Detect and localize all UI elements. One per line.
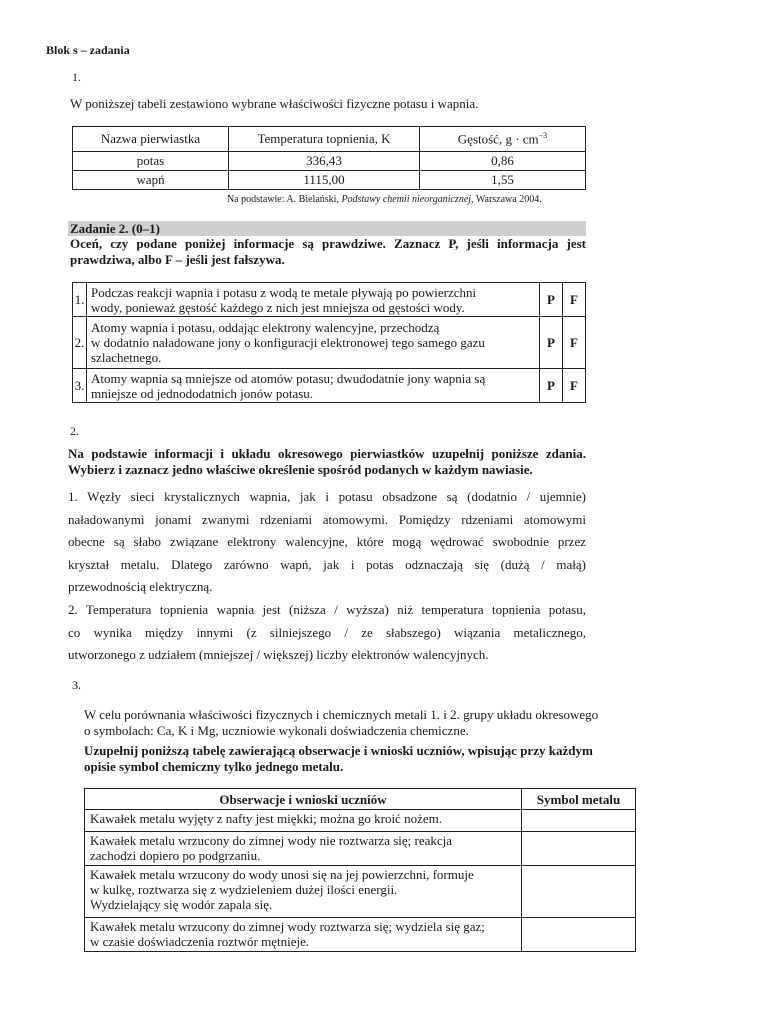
table-row: [85, 832, 636, 866]
statement-line: Podczas reakcji wapnia i potasu z wodą te metale pływają po powierzchni: [91, 284, 477, 300]
option-p[interactable]: P: [540, 369, 563, 403]
observation-line: Wydzielający się wodór zapala się.: [90, 897, 273, 912]
symbol-answer-cell[interactable]: [522, 918, 636, 952]
cell-melting: 336,43: [229, 152, 420, 171]
header-symbol: Symbol metalu: [522, 789, 636, 810]
observation-line: Kawałek metalu wrzucony do zimnej wody roztwarza się; wydziela się gaz;: [90, 919, 485, 934]
option-f[interactable]: F: [563, 369, 586, 403]
observation-text: [85, 918, 522, 952]
option-p[interactable]: P: [540, 283, 563, 317]
instruction-line: Uzupełnij poniższą tabelę zawierającą obserwacje i wnioski uczniów, wpisując przy każdym: [84, 743, 593, 758]
row-number: 1.: [73, 283, 87, 317]
section-number-3: 3.: [72, 678, 81, 692]
row-number: 3.: [73, 369, 87, 403]
statement-text: [87, 369, 540, 403]
paragraph-line: utworzonego z udziałem (mniejszej / większej) liczby elektronów walencyjnych.: [68, 647, 489, 662]
observations-table: [84, 788, 636, 952]
statement-line: szlachetnego.: [91, 350, 162, 365]
observation-text: [85, 866, 522, 918]
source-suffix: , Warszawa 2004.: [471, 194, 542, 205]
option-f[interactable]: F: [563, 283, 586, 317]
density-exponent: −3: [538, 130, 548, 140]
paragraph-2: [68, 599, 586, 667]
paragraph-line: 2. Temperatura topnienia wapnia jest (niższa / wyższa) niż temperatura topnienia potasu,: [68, 602, 586, 617]
paragraph-line: co wynika między innymi (z silniejszego / ze słabszego) wiązania metalicznego,: [68, 624, 586, 640]
cell-name: wapń: [73, 171, 229, 190]
section2-instruction: [68, 446, 586, 478]
table-row: [85, 866, 636, 918]
cell-density: 0,86: [420, 152, 586, 171]
source-citation: [227, 194, 542, 205]
properties-table: [72, 126, 586, 190]
true-false-table: [72, 282, 586, 403]
observation-line: Kawałek metalu wyjęty z nafty jest miękki; można go kroić nożem.: [90, 811, 442, 826]
header-melting-point: Temperatura topnienia, K: [229, 127, 420, 152]
paragraph-line: obecne są słabo związane elektrony walencyjne, które mogą wędrować swobodnie przez: [68, 534, 586, 549]
table-row: [73, 152, 586, 171]
row-number: 2.: [73, 317, 87, 369]
paragraph-1: [68, 486, 586, 599]
paragraph-line: kryształ metalu. Dlatego zarówno wapń, jak i potas odznaczają się (dużą / małą): [68, 556, 586, 572]
section3-instruction: [84, 743, 644, 775]
observation-text: [85, 810, 522, 832]
statement-text: [87, 317, 540, 369]
table-row: [85, 918, 636, 952]
statement-line: mniejsze od jednododatnich jonów potasu.: [91, 385, 314, 401]
observation-line: Kawałek metalu wrzucony do zimnej wody nie roztwarza się; reakcja: [90, 833, 453, 848]
observation-line: Kawałek metalu wrzucony do wody unosi się na jej powierzchni, formuje: [90, 867, 474, 882]
observation-text: [85, 832, 522, 866]
section1-intro: W poniższej tabeli zestawiono wybrane właściwości fizyczne potasu i wapnia.: [70, 96, 479, 111]
table-row: [73, 283, 586, 317]
option-f[interactable]: F: [563, 317, 586, 369]
table-row: [85, 810, 636, 832]
section-number-2: 2.: [70, 424, 79, 438]
source-prefix: Na podstawie: A. Bielański,: [227, 194, 342, 205]
section-number-1: 1.: [72, 70, 81, 84]
task2-instruction: [70, 236, 586, 268]
statement-line: Atomy wapnia i potasu, oddając elektrony walencyjne, przechodzą: [91, 320, 440, 335]
section3-intro: [84, 707, 644, 739]
statement-line: Atomy wapnia są mniejsze od atomów potasu; dwudodatnie jony wapnia są: [91, 370, 486, 386]
intro-line: W celu porównania właściwości fizycznych i chemicznych metali 1. i 2. grupy układu okresowego: [84, 707, 599, 722]
instruction-line: Wybierz i zaznacz jedno właściwe określenie spośród podanych w każdym nawiasie.: [68, 462, 533, 477]
task-label-bar: Zadanie 2. (0–1): [68, 221, 586, 236]
paragraph-line: 1. Węzły sieci krystalicznych wapnia, jak i potasu obsadzone są (dodatnio / ujemnie): [68, 489, 586, 504]
table-header-row: [85, 789, 636, 810]
header-density-label: Gęstość, g · cm: [457, 131, 539, 147]
observation-line: w czasie doświadczenia roztwór mętnieje.: [90, 934, 310, 949]
instruction-line: opisie symbol chemiczny tylko jednego metalu.: [84, 759, 344, 774]
statement-text: [87, 283, 540, 317]
paragraph-line: naładowanymi jonami zwanymi rdzeniami atomowymi. Pomiędzy rdzeniami atomowymi: [68, 511, 586, 527]
statement-line: wody, ponieważ gęstość każdego z nich jest mniejsza od gęstości wody.: [91, 299, 465, 315]
page-title: Blok s – zadania: [46, 43, 130, 57]
header-element-name: Nazwa pierwiastka: [73, 127, 229, 152]
source-title: Podstawy chemii nieorganicznej: [341, 194, 472, 205]
observation-line: w kulkę, roztwarza się z wydzieleniem dużej ilości energii.: [90, 882, 398, 897]
observation-line: zachodzi dopiero po podgrzaniu.: [90, 848, 261, 863]
instruction-line: prawdziwa, albo F – jeśli jest fałszywa.: [70, 252, 285, 267]
symbol-answer-cell[interactable]: [522, 810, 636, 832]
paragraph-line: przewodnością elektryczną.: [68, 579, 213, 594]
option-p[interactable]: P: [540, 317, 563, 369]
table-row: [73, 369, 586, 403]
header-observations: Obserwacje i wnioski uczniów: [85, 789, 522, 810]
intro-line: o symbolach: Ca, K i Mg, uczniowie wykonali doświadczenia chemiczne.: [84, 723, 469, 738]
cell-name: potas: [73, 152, 229, 171]
symbol-answer-cell[interactable]: [522, 866, 636, 918]
symbol-answer-cell[interactable]: [522, 832, 636, 866]
header-density: [420, 127, 586, 152]
table-row: [73, 171, 586, 190]
statement-line: w dodatnio naładowane jony o konfiguracji elektronowej tego samego gazu: [91, 335, 485, 350]
instruction-line: Na podstawie informacji i układu okresowego pierwiastków uzupełnij poniższe zdania.: [68, 446, 586, 461]
cell-melting: 1115,00: [229, 171, 420, 190]
instruction-line: Oceń, czy podane poniżej informacje są prawdziwe. Zaznacz P, jeśli informacja jest: [70, 236, 586, 251]
table-header-row: [73, 127, 586, 152]
cell-density: 1,55: [420, 171, 586, 190]
table-row: [73, 317, 586, 369]
